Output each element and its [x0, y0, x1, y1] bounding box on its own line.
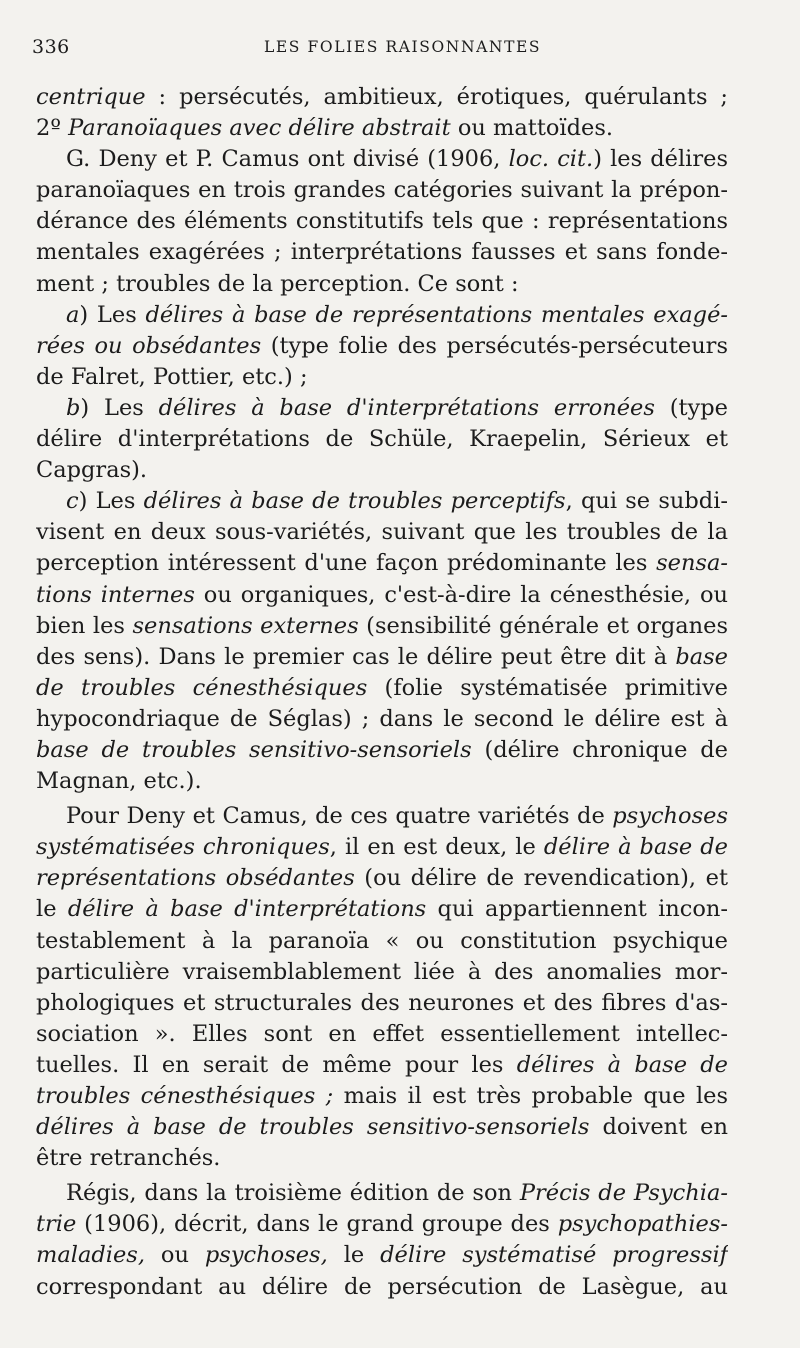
text-line: troubles cénesthésiques ; mais il est très probable que les	[36, 1083, 728, 1109]
body-text	[36, 82, 728, 1303]
running-title: LES FOLIES RAISONNANTES	[264, 38, 542, 56]
paragraph-start-line: G. Deny et P. Camus ont divisé (1906, loc. cit.) les délires	[66, 146, 728, 173]
text-line: systématisées chroniques, il en est deux, le délire à base de	[36, 834, 728, 861]
text-line: de Falret, Pottier, etc.) ;	[36, 363, 308, 390]
text-line: phologiques et structurales des neurones et des fibres d'as-	[36, 989, 728, 1016]
text-line: des sens). Dans le premier cas le délire peut être dit à base	[36, 643, 728, 670]
text-line: tions internes ou organiques, c'est-à-dire la cénesthésie, ou	[36, 581, 728, 608]
text-line: de troubles cénesthésiques (folie systématisée primitive	[36, 674, 728, 701]
text-line: centrique : persécutés, ambitieux, érotiques, quérulants ;	[36, 84, 728, 110]
list-item-a-line: a) Les délires à base de représentations mentales exagé-	[66, 301, 728, 328]
text-line: Magnan, etc.).	[36, 768, 202, 795]
text-line: perception intéressent d'une façon prédominante les sensa-	[36, 550, 728, 577]
text-line: 2º Paranoïaques avec délire abstrait ou mattoïdes.	[36, 115, 614, 142]
text-line: être retranchés.	[36, 1145, 221, 1172]
text-line: bien les sensations externes (sensibilité générale et organes	[36, 612, 728, 639]
text-line: délire d'interprétations de Schüle, Kraepelin, Sérieux et	[36, 426, 728, 453]
text-line: rées ou obsédantes (type folie des persécutés-persécuteurs	[36, 332, 728, 359]
text-line: visent en deux sous-variétés, suivant que les troubles de la	[36, 519, 728, 546]
text-line: mentales exagérées ; interprétations fausses et sans fonde-	[36, 239, 728, 266]
page-number: 336	[32, 36, 70, 58]
text-line: correspondant au délire de persécution de Lasègue, au	[36, 1273, 728, 1300]
text-line: dérance des éléments constitutifs tels que : représentations	[36, 208, 728, 235]
text-line: maladies, ou psychoses, le délire systématisé progressif	[36, 1242, 728, 1269]
text-line: sociation ». Elles sont en effet essentiellement intellec-	[36, 1020, 728, 1047]
text-line: représentations obsédantes (ou délire de revendication), et	[36, 865, 728, 892]
text-line: trie (1906), décrit, dans le grand groupe des psychopathies-	[36, 1211, 728, 1238]
text-line: ment ; troubles de la perception. Ce sont :	[36, 270, 519, 297]
text-line: base de troubles sensitivo-sensoriels (délire chronique de	[36, 736, 728, 763]
list-item-c-line: c) Les délires à base de troubles perceptifs, qui se subdi-	[66, 488, 728, 515]
text-line: hypocondriaque de Séglas) ; dans le second le délire est à	[36, 705, 728, 732]
text-line: tuelles. Il en serait de même pour les délires à base de	[36, 1051, 728, 1078]
text-line: délires à base de troubles sensitivo-sensoriels doivent en	[36, 1114, 728, 1141]
paragraph-start-line: Pour Deny et Camus, de ces quatre variétés de psychoses	[66, 803, 728, 830]
text-line: le délire à base d'interprétations qui appartiennent incon-	[36, 896, 728, 923]
paragraph-start-line: Régis, dans la troisième édition de son Précis de Psychia-	[66, 1180, 728, 1207]
list-item-b-line: b) Les délires à base d'interprétations erronées (type	[66, 394, 728, 421]
page-header	[32, 36, 732, 60]
text-line: paranoïaques en trois grandes catégories suivant la prépon-	[36, 177, 728, 204]
text-line: testablement à la paranoïa « ou constitution psychique	[36, 927, 728, 954]
text-line: particulière vraisemblablement liée à des anomalies mor-	[36, 958, 728, 985]
text-line: Capgras).	[36, 457, 148, 484]
